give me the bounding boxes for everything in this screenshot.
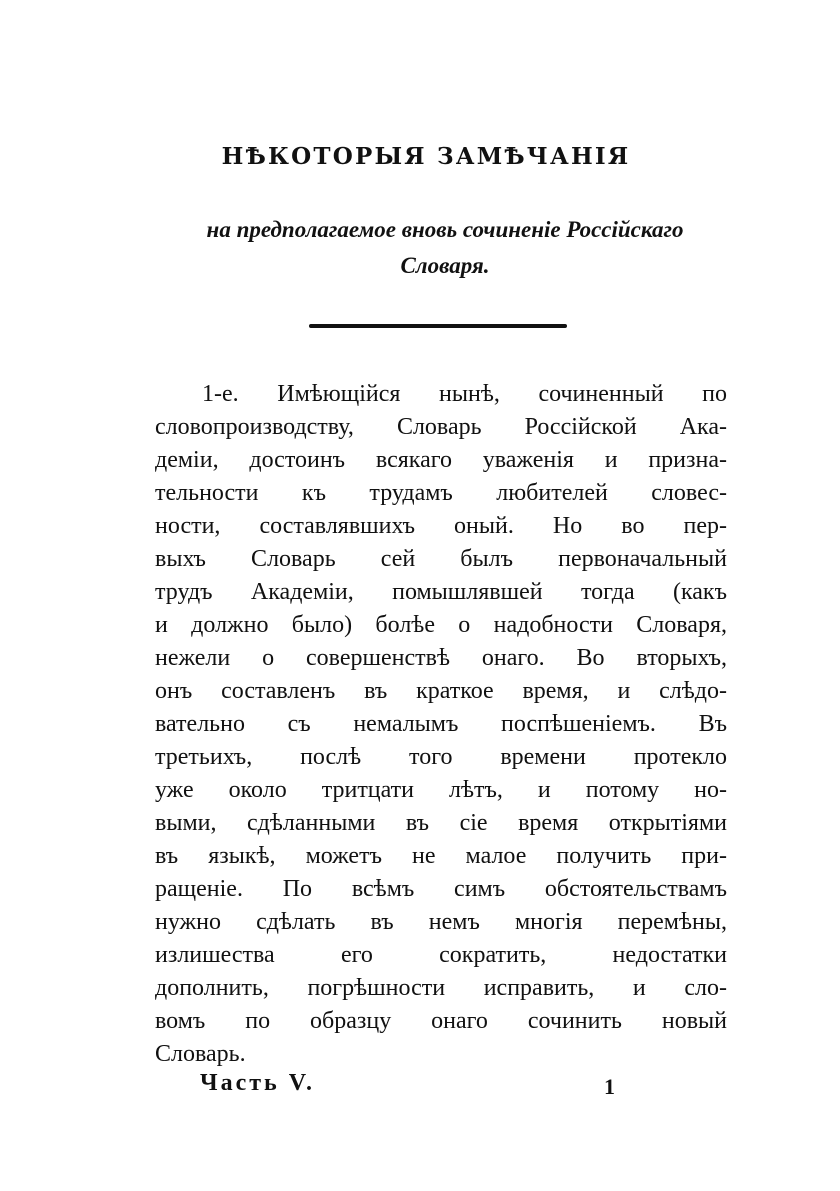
ornamental-rule: [309, 324, 567, 328]
subtitle-line: на предполагаемое вновь сочиненіе Россійскаго: [206, 217, 684, 242]
paragraph-line: онъ составленъ въ краткое время, и слѣдо-: [155, 678, 727, 704]
page-number: 1: [604, 1074, 615, 1099]
paragraph-line: нужно сдѣлать въ немъ многія перемѣны,: [155, 909, 727, 935]
subtitle: [150, 212, 740, 284]
paragraph-line: дополнить, погрѣшности исправить, и сло-: [155, 975, 727, 1001]
paragraph-line: выми, сдѣланными въ сіе время открытіями: [155, 810, 727, 836]
paragraph-line: тельности къ трудамъ любителей словес-: [155, 480, 727, 506]
paragraph-line: выхъ Словарь сей былъ первоначальный: [155, 546, 727, 572]
paragraph-line: деміи, достоинъ всякаго уваженія и призна-: [155, 447, 727, 473]
paragraph-line: излишества его сократить, недостатки: [155, 942, 727, 968]
paragraph-line: 1-е. Имѣющійся нынѣ, сочиненный по: [202, 381, 727, 407]
paragraph-line: уже около тритцати лѣтъ, и потому но-: [155, 777, 727, 803]
paragraph-line: ращеніе. По всѣмъ симъ обстоятельствамъ: [155, 876, 727, 902]
paragraph-line: нежели о совершенствѣ онаго. Во вторыхъ,: [155, 645, 727, 671]
paragraph-line: ности, составлявшихъ оный. Но во пер-: [155, 513, 727, 539]
paragraph: [155, 378, 727, 1071]
paragraph-line: третьихъ, послѣ того времени протекло: [155, 744, 727, 770]
subtitle-line: Словаря.: [400, 253, 490, 278]
paragraph-line: вательно съ немалымъ поспѣшеніемъ. Въ: [155, 711, 727, 737]
signature-mark: Часть V.: [200, 1070, 315, 1096]
paragraph-line: и должно было) болѣе о надобности Словаря,: [155, 612, 727, 638]
paragraph-line: словопроизводству, Словарь Россійской Ака-: [155, 414, 727, 440]
paragraph-line: трудъ Академіи, помышлявшей тогда (какъ: [155, 579, 727, 605]
page-title: НѢКОТОРЫЯ ЗАМѢЧАНІЯ: [221, 143, 631, 170]
paragraph-line: вомъ по образцу онаго сочинить новый: [155, 1008, 727, 1034]
paragraph-line: въ языкѣ, можетъ не малое получить при-: [155, 843, 727, 869]
paragraph-line: Словарь.: [155, 1041, 246, 1067]
